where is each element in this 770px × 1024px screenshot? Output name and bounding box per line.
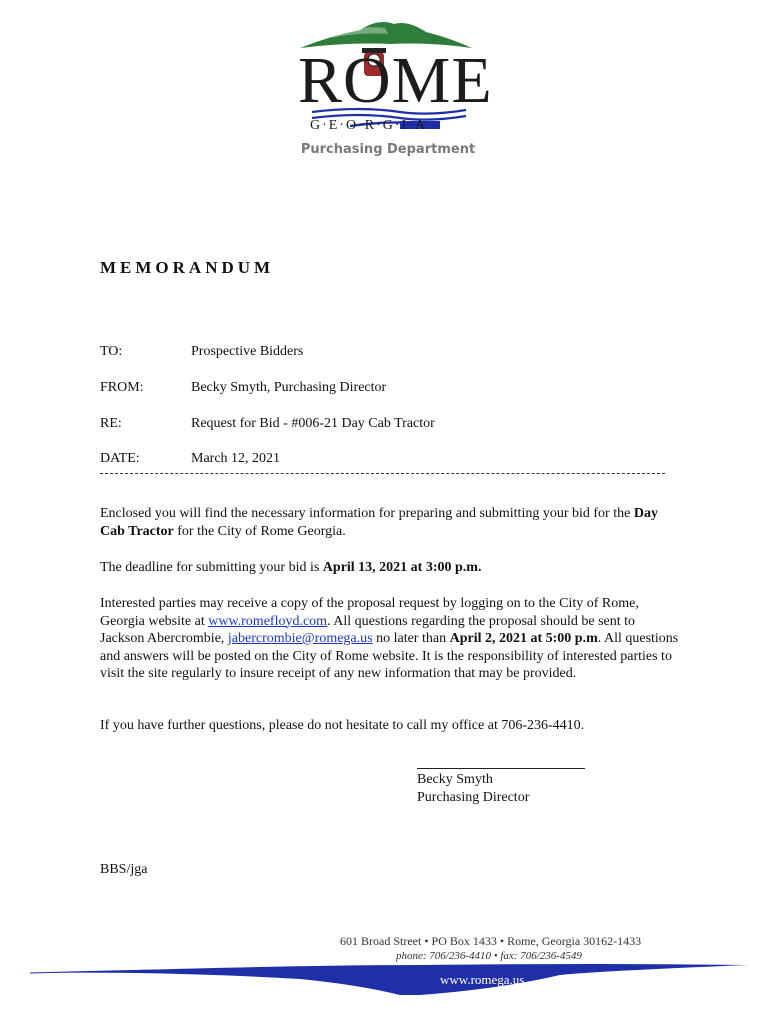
re-value: Request for Bid - #006-21 Day Cab Tractor bbox=[191, 416, 435, 431]
deadline-date: April 13, 2021 at 3:00 p.m. bbox=[322, 560, 482, 575]
paragraph-enclosed: Enclosed you will find the necessary information for preparing and submitting your bid for the Day Cab Tractor for the City of Rome Georgia. bbox=[100, 506, 658, 539]
footer-swoosh bbox=[0, 955, 770, 1005]
paragraph-instructions: Interested parties may receive a copy of the proposal request by logging on to the City of Rome, Georgia website at www.romefloyd.com. All questions regarding the proposal should be sent to Jackson Abercrombie, jabercrombie@romega.us no later than April 2, 2021 at 5:00 p.m. All questions and answers will be posted on the City of Rome website. It is the responsibility of interested parties to visit the site regularly to insure receipt of any new information that may be provided. bbox=[100, 596, 679, 681]
signature-title: Purchasing Director bbox=[417, 790, 530, 805]
logo-georgia-text: G·E·O·R·G·I·A bbox=[310, 118, 427, 133]
to-label: TO: bbox=[100, 344, 123, 359]
questions-deadline: April 2, 2021 at 5:00 p.m bbox=[449, 631, 598, 646]
signature-name: Becky Smyth bbox=[417, 772, 493, 787]
paragraph-contact: If you have further questions, please do not hesitate to call my office at 706-236-4410. bbox=[100, 718, 585, 733]
department-name: Purchasing Department bbox=[300, 142, 476, 157]
logo-est-text: est. 1834 bbox=[406, 137, 425, 142]
date-label: DATE: bbox=[100, 451, 140, 466]
re-label: RE: bbox=[100, 416, 122, 431]
website-link[interactable]: www.romefloyd.com bbox=[208, 613, 328, 629]
item-name: Day Cab Tractor bbox=[100, 506, 658, 539]
email-link[interactable]: jabercrombie@romega.us bbox=[227, 631, 373, 646]
date-value: March 12, 2021 bbox=[191, 451, 281, 466]
from-label: FROM: bbox=[100, 380, 144, 395]
footer-phone: phone: 706/236-4410 • fax: 706/236-4549 bbox=[396, 950, 582, 962]
rome-georgia-logo bbox=[290, 14, 493, 164]
memo-title: MEMORANDUM bbox=[100, 258, 275, 277]
header-divider bbox=[100, 473, 665, 474]
logo-rome-text: ROME bbox=[298, 44, 493, 117]
from-value: Becky Smyth, Purchasing Director bbox=[191, 380, 387, 395]
footer-website[interactable]: www.romega.us bbox=[440, 972, 525, 987]
signature-line bbox=[417, 768, 585, 769]
typist-initials: BBS/jga bbox=[100, 862, 148, 877]
to-value: Prospective Bidders bbox=[191, 344, 304, 359]
footer-address: 601 Broad Street • PO Box 1433 • Rome, Georgia 30162-1433 bbox=[340, 934, 642, 948]
paragraph-deadline: The deadline for submitting your bid is April 13, 2021 at 3:00 p.m. bbox=[100, 560, 482, 575]
